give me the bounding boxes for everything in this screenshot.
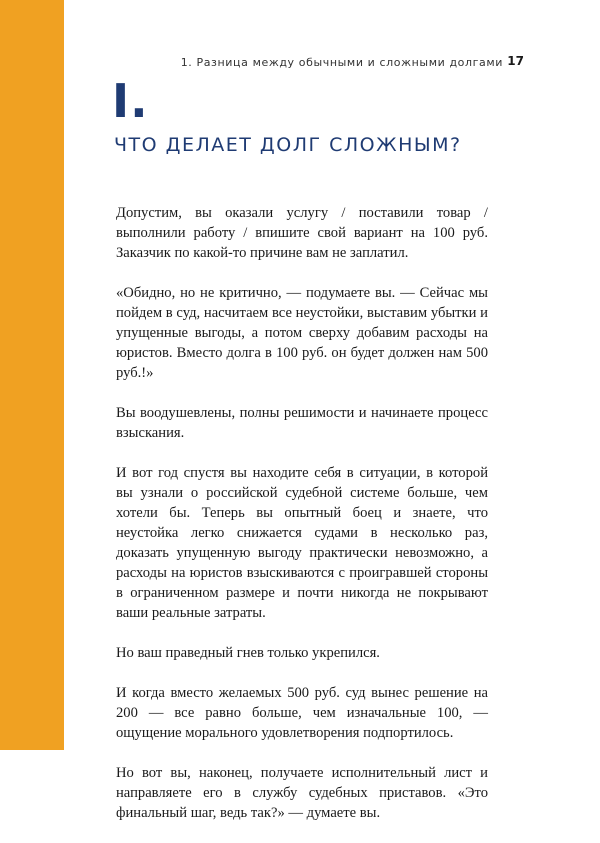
body-text xyxy=(116,203,488,843)
running-header: 1. Разница между обычными и сложными долгами xyxy=(180,56,503,69)
paragraph: «Обидно, но не критично, — подумаете вы. — Сейчас мы пойдем в суд, насчитаем все неустойки, выставим убытки и упущенные выгоды, а потом сверху добавим расходы на юристов. Вместо долга в 100 руб. он будет должен нам 500 руб.!» xyxy=(116,285,488,381)
paragraph: И вот год спустя вы находите себя в ситуации, в которой вы узнали о российской судебной системе больше, чем хотели бы. Теперь вы опытный боец и знаете, что неустойка легко снижается судами в несколько раз, доказать упущенную выгоду практически невозможно, а расходы на юристов взыскиваются с проигравшей стороны в ограниченном размере и почти никогда не покрывают ваши реальные затраты. xyxy=(116,465,488,621)
paragraph: Но ваш праведный гнев только укрепился. xyxy=(116,645,380,661)
accent-side-bar xyxy=(0,0,64,750)
chapter-number: I. xyxy=(112,74,149,128)
chapter-title: ЧТО ДЕЛАЕТ ДОЛГ СЛОЖНЫМ? xyxy=(114,134,462,156)
paragraph: И когда вместо желаемых 500 руб. суд вынес решение на 200 — все равно больше, чем изначальные 100, — ощущение морального удовлетворения подпортилось. xyxy=(116,685,488,741)
paragraph: Допустим, вы оказали услугу / поставили товар / выполнили работу / впишите свой вариант на 100 руб. Заказчик по какой-то причине вам не заплатил. xyxy=(116,205,488,261)
page-number: 17 xyxy=(507,54,524,68)
paragraph: Но вот вы, наконец, получаете исполнительный лист и направляете его в службу судебных приставов. «Это финальный шаг, ведь так?» — думаете вы. xyxy=(116,765,488,821)
paragraph: Вы воодушевлены, полны решимости и начинаете процесс взыскания. xyxy=(116,405,488,441)
